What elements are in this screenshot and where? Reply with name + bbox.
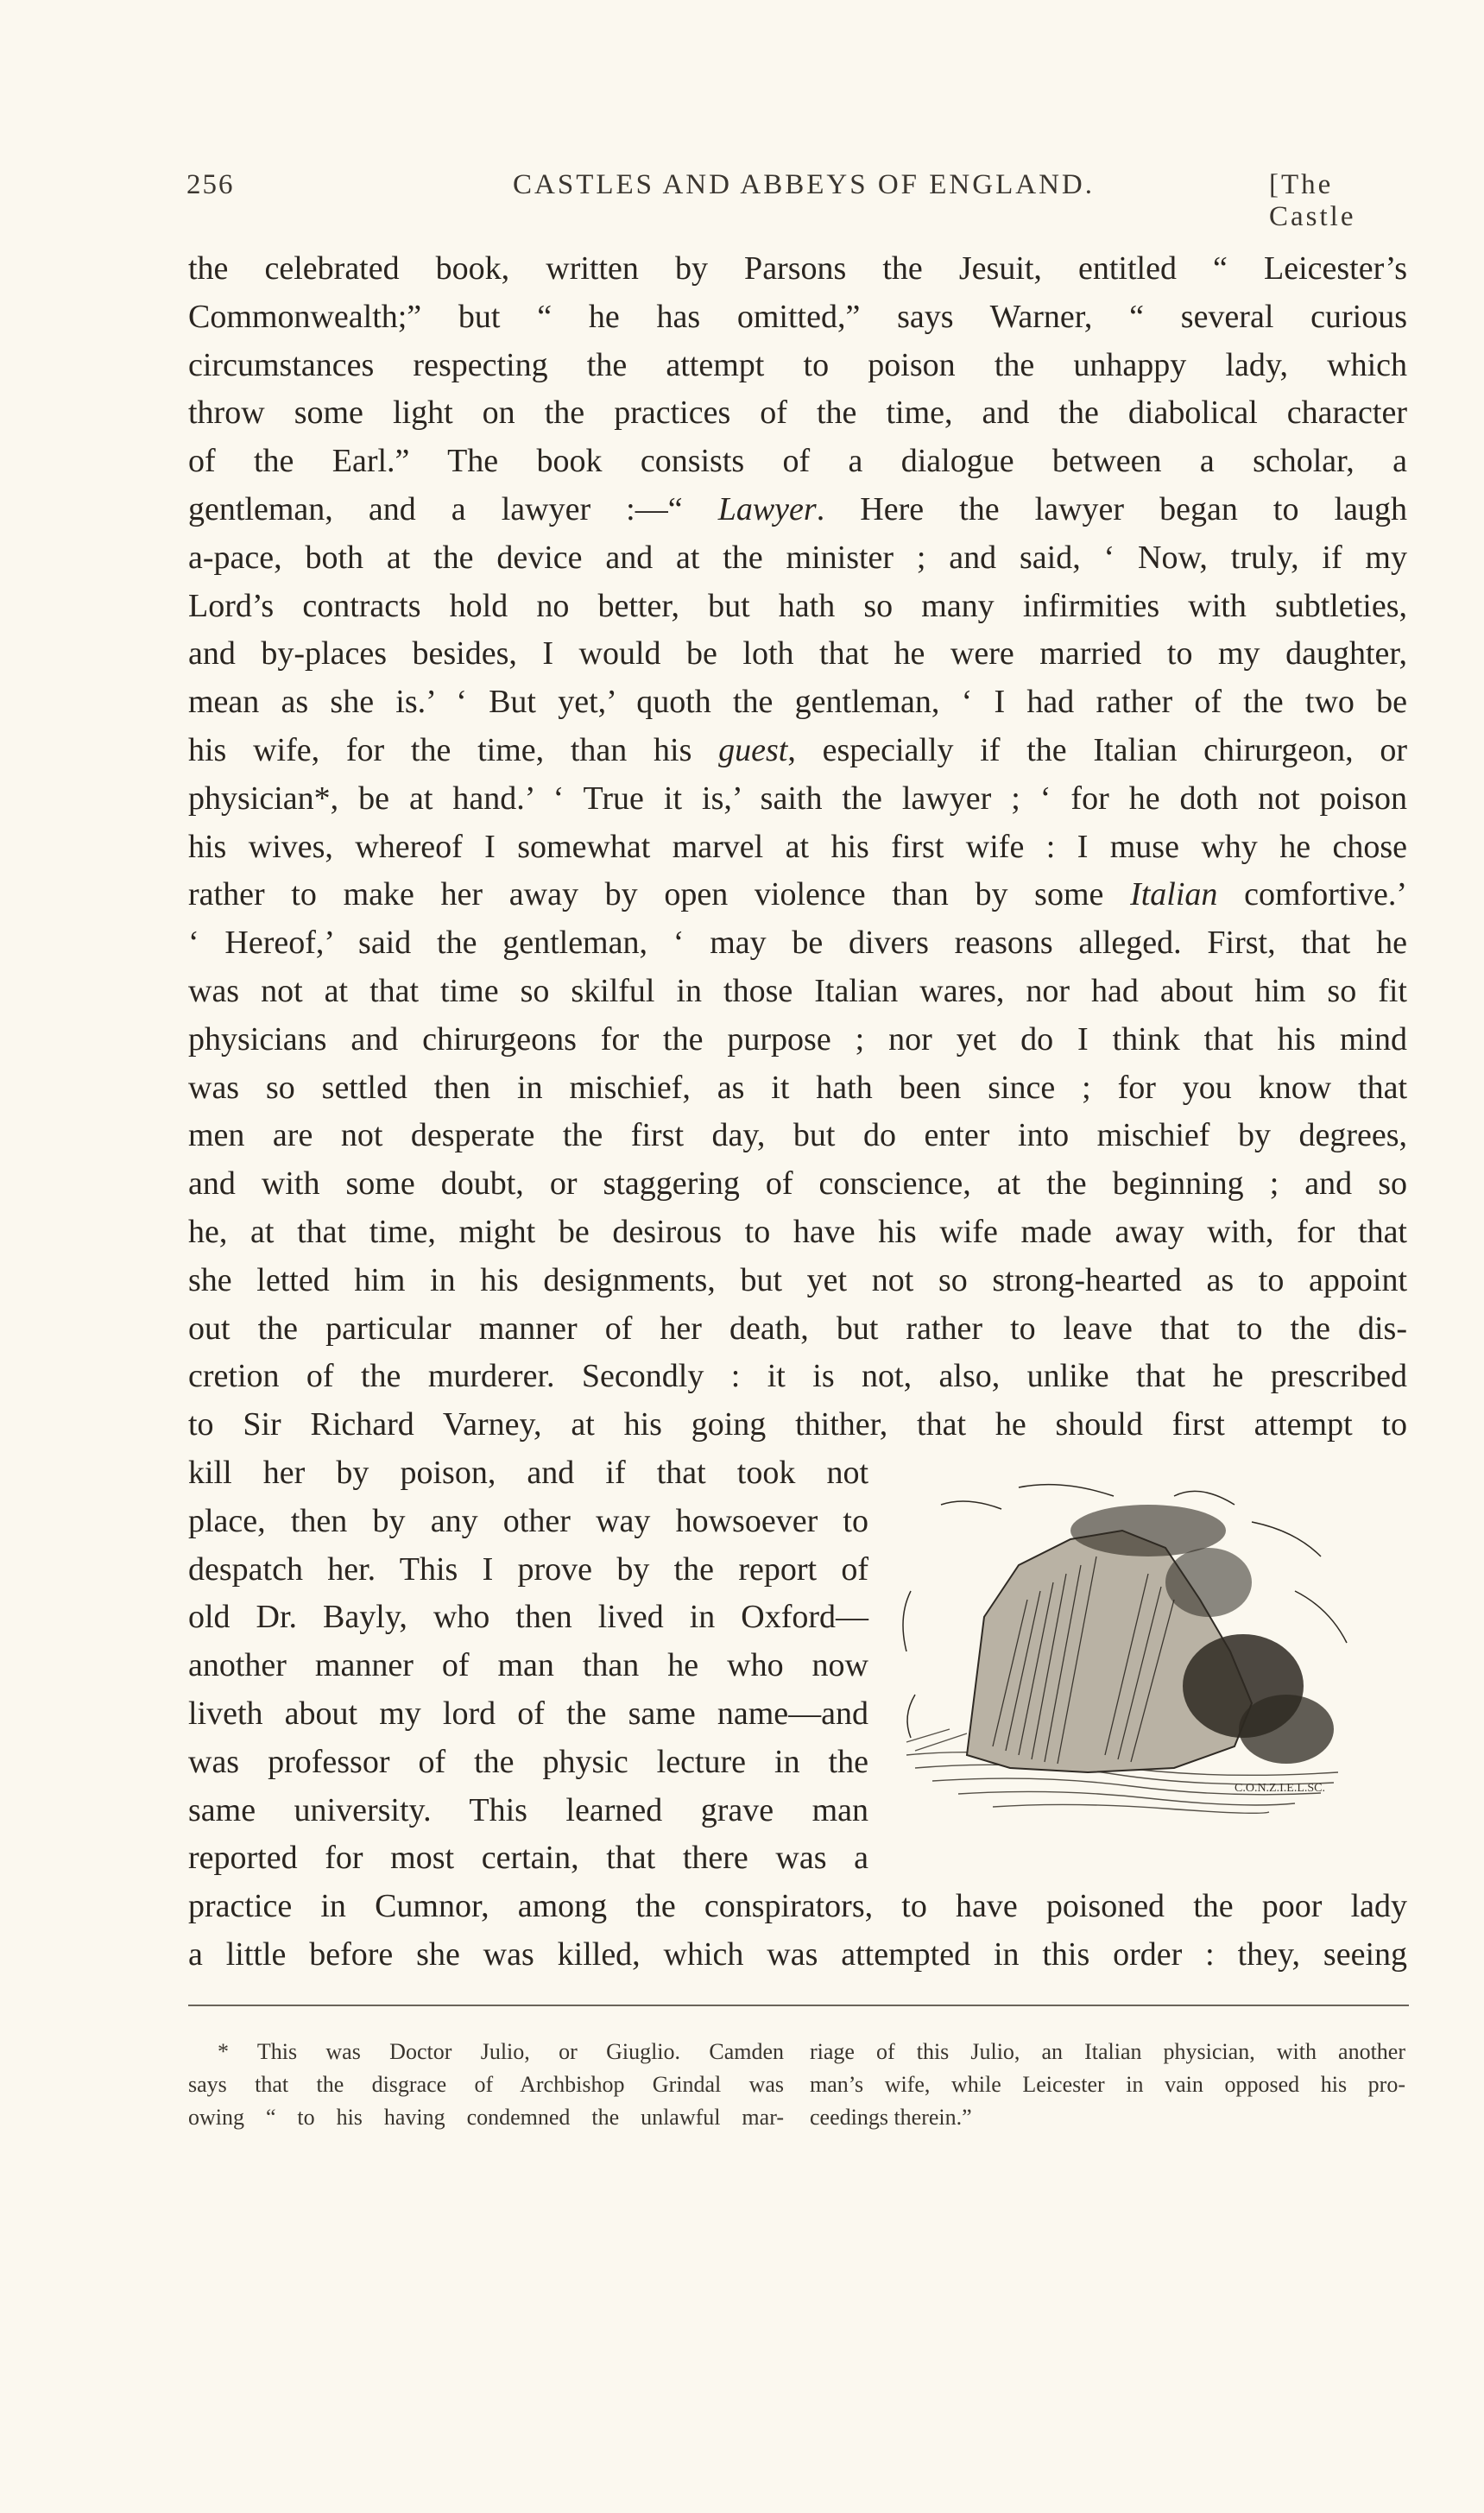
text-line: his wife, for the time, than his guest, especially if the Italian chirurgeon, or xyxy=(188,731,1407,768)
text-line: the celebrated book, written by Parsons the Jesuit, entitled “ Leicester’s xyxy=(188,250,1407,287)
text-line: and with some doubt, or staggering of conscience, at the beginning ; and so xyxy=(188,1165,1407,1203)
text-line: liveth about my lord of the same name—and xyxy=(188,1695,868,1732)
rocky-landscape-engraving xyxy=(889,1470,1373,1850)
text-line: rather to make her away by open violence than by some Italian comfortive.’ xyxy=(188,876,1407,913)
text-line: throw some light on the practices of the time, and the diabolical character xyxy=(188,395,1407,432)
footnote-line: man’s wife, while Leicester in vain opposed his pro- xyxy=(810,2072,1405,2097)
footnote-line: ceedings therein.” xyxy=(810,2105,972,2130)
text-line: physician*, be at hand.’ ‘ True it is,’ saith the lawyer ; ‘ for he doth not poison xyxy=(188,780,1407,817)
text-line: circumstances respecting the attempt to poison the unhappy lady, which xyxy=(188,346,1407,383)
page-header xyxy=(186,169,1421,232)
section-title: [The Castle xyxy=(1269,169,1356,232)
text-line: kill her by poison, and if that took not xyxy=(188,1454,868,1491)
footnote-column-right xyxy=(810,2036,1405,2134)
footnote-column-left xyxy=(188,2036,784,2134)
text-line: ‘ Hereof,’ said the gentleman, ‘ may be divers reasons alleged. First, that he xyxy=(188,925,1407,962)
text-line: same university. This learned grave man xyxy=(188,1791,868,1828)
footnote-line: riage of this Julio, an Italian physician, with another xyxy=(810,2039,1405,2064)
text-line: mean as she is.’ ‘ But yet,’ quoth the gentleman, ‘ I had rather of the two be xyxy=(188,684,1407,721)
text-line: he, at that time, might be desirous to have his wife made away with, for that xyxy=(188,1213,1407,1250)
text-line: place, then by any other way howsoever to xyxy=(188,1502,868,1539)
text-line: old Dr. Bayly, who then lived in Oxford— xyxy=(188,1599,868,1636)
text-line: his wives, whereof I somewhat marvel at his first wife : I muse why he chose xyxy=(188,828,1407,865)
text-line: a little before she was killed, which was attempted in this order : they, seeing xyxy=(188,1935,1407,1973)
text-line: a-pace, both at the device and at the minister ; and said, ‘ Now, truly, if my xyxy=(188,539,1407,576)
text-line: to Sir Richard Varney, at his going thither, that he should first attempt to xyxy=(188,1406,1407,1443)
page-number: 256 xyxy=(186,169,235,200)
engraver-signature: C.O.N.Z.I.E.L.SC. xyxy=(1235,1782,1325,1795)
text-line: out the particular manner of her death, but rather to leave that to the dis- xyxy=(188,1310,1407,1347)
text-line: Lord’s contracts hold no better, but hath so many infirmities with subtleties, xyxy=(188,587,1407,624)
text-line: and by-places besides, I would be loth that he were married to my daughter, xyxy=(188,635,1407,672)
footnote-line: owing “ to his having condemned the unlawful mar- xyxy=(188,2105,784,2130)
text-line: men are not desperate the first day, but do enter into mischief by degrees, xyxy=(188,1117,1407,1154)
text-line: reported for most certain, that there was a xyxy=(188,1840,868,1877)
text-line: was so settled then in mischief, as it hath been since ; for you know that xyxy=(188,1069,1407,1106)
text-line: practice in Cumnor, among the conspirators, to have poisoned the poor lady xyxy=(188,1888,1407,1925)
text-line: Commonwealth;” but “ he has omitted,” says Warner, “ several curious xyxy=(188,298,1407,335)
footnote-divider xyxy=(188,2005,1409,2006)
text-line: she letted him in his designments, but yet not so strong-hearted as to appoint xyxy=(188,1261,1407,1298)
footnote-line: says that the disgrace of Archbishop Grindal was xyxy=(188,2072,784,2097)
footnote-line: * This was Doctor Julio, or Giuglio. Camden xyxy=(218,2039,784,2064)
text-line: gentleman, and a lawyer :—“ Lawyer. Here the lawyer began to laugh xyxy=(188,490,1407,527)
text-line: physicians and chirurgeons for the purpose ; nor yet do I think that his mind xyxy=(188,1020,1407,1058)
text-line: despatch her. This I prove by the report of xyxy=(188,1550,868,1588)
text-line: cretion of the murderer. Secondly : it is not, also, unlike that he prescribed xyxy=(188,1358,1407,1395)
text-line: was professor of the physic lecture in the xyxy=(188,1743,868,1780)
running-title: CASTLES AND ABBEYS OF ENGLAND. xyxy=(513,169,1095,200)
text-line: was not at that time so skilful in those Italian wares, nor had about him so fit xyxy=(188,972,1407,1009)
engraving-illustration xyxy=(889,1470,1373,1850)
text-line: another manner of man than he who now xyxy=(188,1647,868,1684)
text-line: of the Earl.” The book consists of a dialogue between a scholar, a xyxy=(188,443,1407,480)
